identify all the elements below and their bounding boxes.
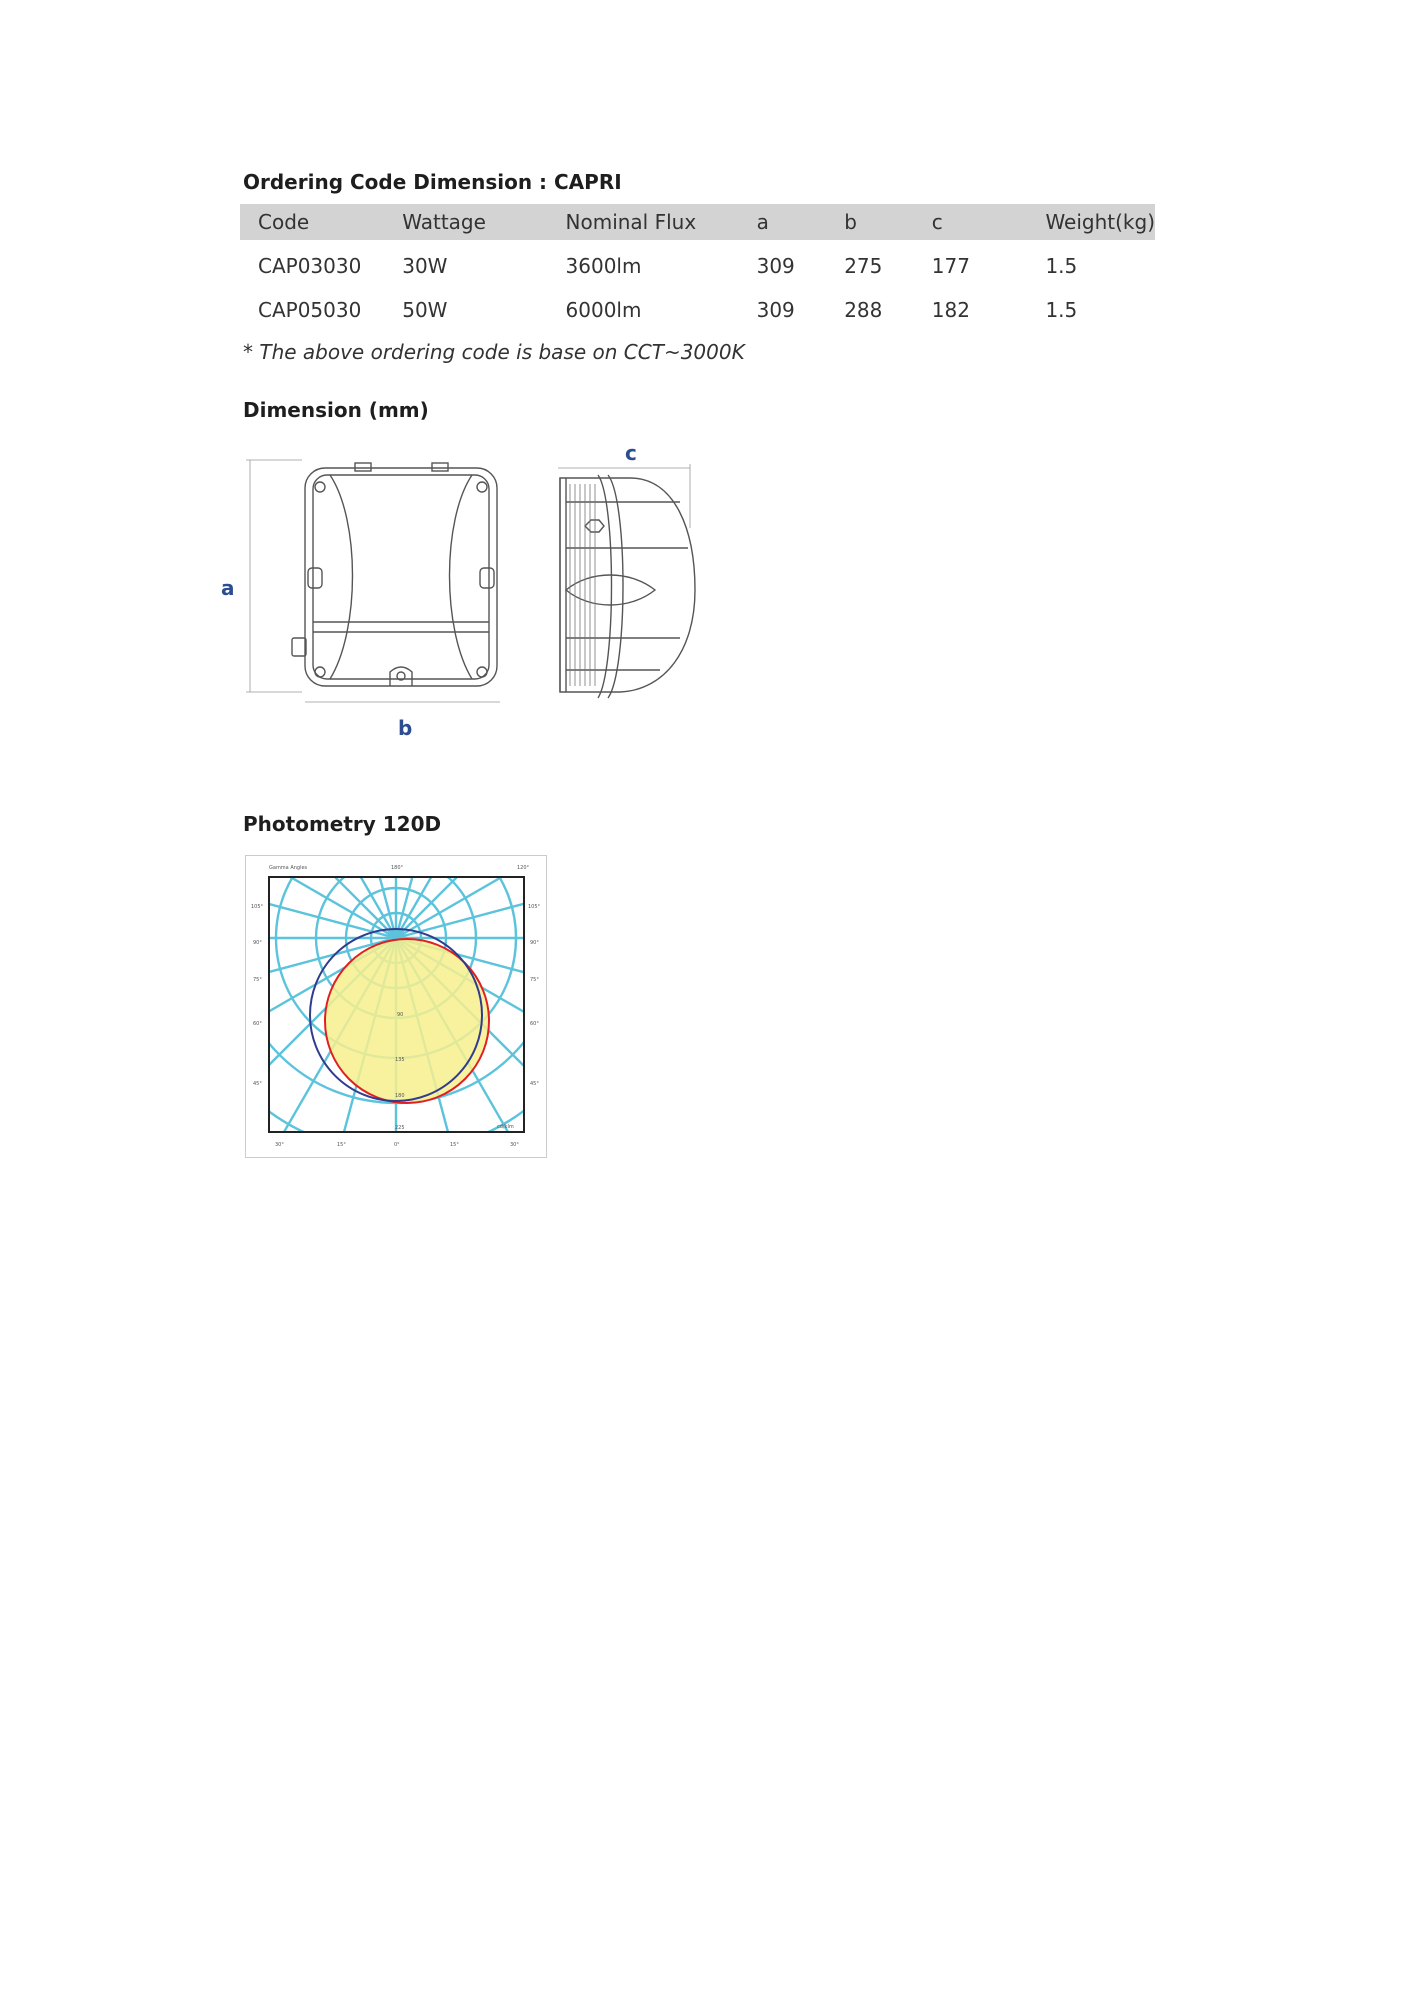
center-value-label: 180 <box>395 1093 405 1099</box>
cell-a: 309 <box>756 298 795 322</box>
header-b: b <box>826 204 914 240</box>
cell-weight: 1.5 <box>1045 298 1078 322</box>
dimension-label-b: b <box>398 716 413 740</box>
bottom-angle-label: 15° <box>450 1142 459 1148</box>
cell-wattage: 30W <box>402 254 448 278</box>
right-angle-label: 75° <box>530 977 539 983</box>
cell-nominal-flux: 6000lm <box>565 298 642 322</box>
bottom-angle-label: 0° <box>394 1142 400 1148</box>
bottom-angle-label: 30° <box>275 1142 284 1148</box>
header-c: c <box>914 204 1028 240</box>
dimension-label-c: c <box>625 441 637 465</box>
left-angle-label: 90° <box>253 940 262 946</box>
units-label: cd/klm <box>497 1124 514 1130</box>
left-angle-label: 105° <box>251 904 264 910</box>
center-value-label: 90 <box>397 1012 404 1018</box>
right-angle-label: 45° <box>530 1081 539 1087</box>
left-angle-label: 60° <box>253 1021 262 1027</box>
dimension-section-title: Dimension (mm) <box>243 398 429 422</box>
header-weight: Weight(kg) <box>1027 204 1155 240</box>
cell-code: CAP05030 <box>258 298 362 322</box>
table-header-row <box>240 204 1155 240</box>
bottom-angle-label: 30° <box>510 1142 519 1148</box>
header-code: Code <box>240 204 384 240</box>
gamma-angles-label: Gamma Angles <box>269 865 308 871</box>
cell-weight: 1.5 <box>1045 254 1078 278</box>
dimension-drawing <box>210 440 710 730</box>
photometry-section-title: Photometry 120D <box>243 812 442 836</box>
table-row <box>240 240 1155 288</box>
cell-c: 182 <box>931 298 970 322</box>
cell-c: 177 <box>931 254 970 278</box>
top-right-angle-label: 120° <box>517 865 530 871</box>
right-angle-label: 105° <box>528 904 541 910</box>
photometry-diagram <box>245 855 547 1158</box>
table-row <box>240 288 1155 332</box>
cell-code: CAP03030 <box>258 254 362 278</box>
left-angle-label: 75° <box>253 977 262 983</box>
cell-wattage: 50W <box>402 298 448 322</box>
header-nominal-flux: Nominal Flux <box>548 204 739 240</box>
right-angle-label: 60° <box>530 1021 539 1027</box>
ordering-note: * The above ordering code is base on CCT~3000K <box>243 340 745 364</box>
center-value-label: 135 <box>395 1057 405 1063</box>
cell-nominal-flux: 3600lm <box>565 254 642 278</box>
right-angle-label: 90° <box>530 940 539 946</box>
cell-b: 275 <box>844 254 883 278</box>
front-view-drawing <box>246 460 500 702</box>
bottom-angle-label: 15° <box>337 1142 346 1148</box>
dimension-label-a: a <box>221 576 235 600</box>
ordering-section-title: Ordering Code Dimension : CAPRI <box>243 170 622 194</box>
top-angle-label: 180° <box>391 865 404 871</box>
header-a: a <box>739 204 827 240</box>
cell-a: 309 <box>756 254 795 278</box>
cell-b: 288 <box>844 298 883 322</box>
header-wattage: Wattage <box>384 204 547 240</box>
left-angle-label: 45° <box>253 1081 262 1087</box>
ordering-table <box>240 204 1155 332</box>
center-value-label: 225 <box>395 1125 405 1131</box>
side-view-drawing <box>558 464 695 698</box>
